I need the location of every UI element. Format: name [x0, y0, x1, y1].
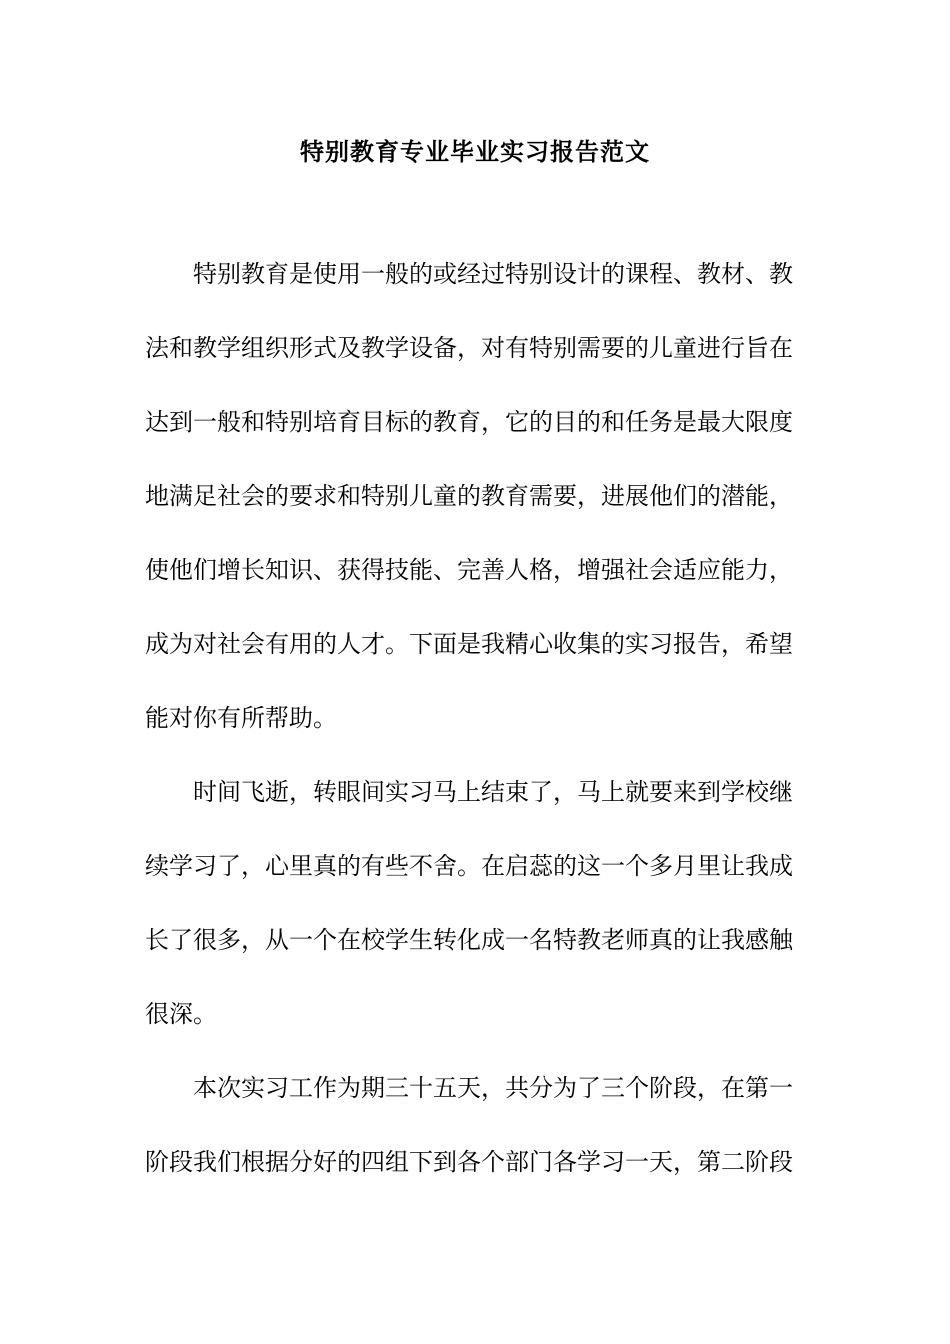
paragraph-line: 特别教育是使用一般的或经过特别设计的课程、教材、教	[193, 260, 793, 288]
paragraph-line: 续学习了，心里真的有些不舍。在启蕊的这一个多月里让我成	[145, 852, 793, 880]
document-body	[145, 256, 807, 1218]
paragraph-line: 很深。	[145, 1000, 217, 1028]
paragraph-line: 达到一般和特别培育目标的教育，它的目的和任务是最大限度	[145, 408, 793, 436]
document-title: 特别教育专业毕业实习报告范文	[300, 137, 650, 166]
paragraph-line: 成为对社会有用的人才。下面是我精心收集的实习报告，希望	[145, 630, 793, 658]
paragraph-line: 本次实习工作为期三十五天，共分为了三个阶段，在第一	[193, 1074, 793, 1102]
paragraph-line: 法和教学组织形式及教学设备，对有特别需要的儿童进行旨在	[145, 334, 793, 362]
paragraph-line: 阶段我们根据分好的四组下到各个部门各学习一天，第二阶段	[145, 1148, 793, 1176]
paragraph-line: 长了很多，从一个在校学生转化成一名特教老师真的让我感触	[145, 926, 793, 954]
paragraph-line: 时间飞逝，转眼间实习马上结束了，马上就要来到学校继	[193, 778, 793, 806]
paragraph-line: 能对你有所帮助。	[145, 704, 337, 732]
paragraph-line: 使他们增长知识、获得技能、完善人格，增强社会适应能力，	[145, 556, 793, 584]
paragraph-2	[145, 774, 807, 1032]
paragraph-1	[145, 256, 807, 736]
paragraph-3	[145, 1070, 807, 1180]
paragraph-line: 地满足社会的要求和特别儿童的教育需要，进展他们的潜能，	[145, 482, 793, 510]
